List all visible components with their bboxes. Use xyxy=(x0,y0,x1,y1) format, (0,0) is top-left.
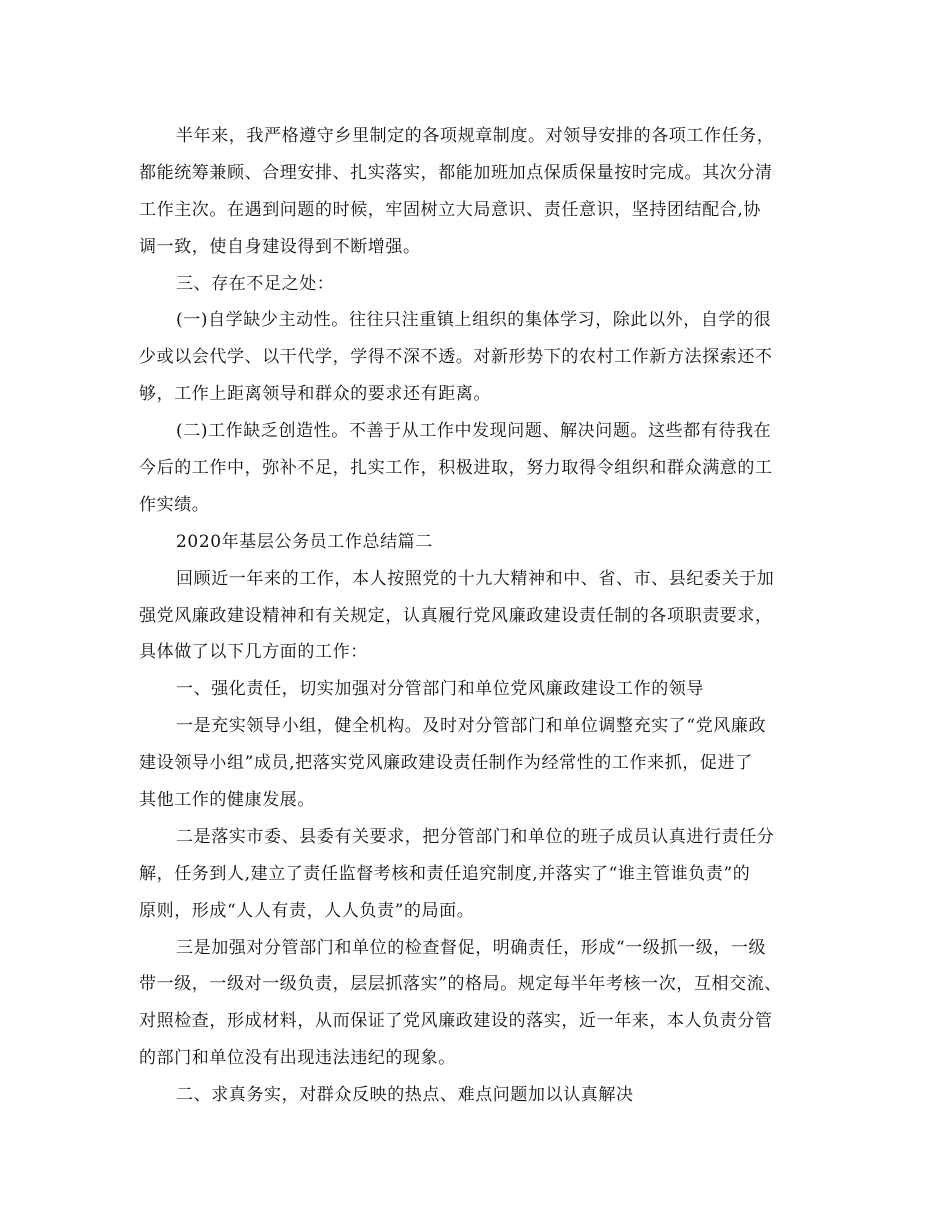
text-line: 够，工作上距离领导和群众的要求还有距离。 xyxy=(139,384,491,405)
text-line: 回顾近一年来的工作，本人按照党的十九大精神和中、省、市、县纪委关于加 xyxy=(176,568,775,589)
section-heading: 一、强化责任，切实加强对分管部门和单位党风廉政建设工作的领导 xyxy=(176,679,704,700)
text-line: 的部门和单位没有出现违法违纪的现象。 xyxy=(139,1048,456,1069)
text-line: (一)自学缺少主动性。往往只注重镇上组织的集体学习，除此以外，自学的很 xyxy=(176,310,772,331)
text-line: 其他工作的健康发展。 xyxy=(139,790,315,811)
text-line: 对照检查，形成材料，从而保证了党风廉政建设的落实，近一年来，本人负责分管 xyxy=(139,1011,773,1032)
text-line: 工作主次。在遇到问题的时候，牢固树立大局意识、责任意识，坚持团结配合,协 xyxy=(139,199,762,220)
text-line: 具体做了以下几方面的工作： xyxy=(139,642,368,663)
text-line: 少或以会代学、以干代学，学得不深不透。对新形势下的农村工作新方法探索还不 xyxy=(139,347,773,368)
text-line: 三是加强对分管部门和单位的检查督促，明确责任，形成“一级抓一级，一级 xyxy=(176,937,767,958)
section-heading: 二、求真务实，对群众反映的热点、难点问题加以认真解决 xyxy=(176,1085,634,1106)
article-title: 2020年基层公务员工作总结篇二 xyxy=(176,531,433,552)
section-heading: 三、存在不足之处： xyxy=(176,273,335,294)
text-line: 今后的工作中，弥补不足，扎实工作，积极进取，努力取得令组织和群众满意的工 xyxy=(139,458,773,479)
text-line: 半年来，我严格遵守乡里制定的各项规章制度。对领导安排的各项工作任务， xyxy=(176,126,775,146)
text-line: 都能统筹兼顾、合理安排、扎实落实，都能加班加点保质保量按时完成。其次分清 xyxy=(139,162,773,183)
text-line: 一是充实领导小组，健全机构。及时对分管部门和单位调整充实了“党风廉政 xyxy=(176,716,767,737)
text-line: 二是落实市委、县委有关要求，把分管部门和单位的班子成员认真进行责任分 xyxy=(176,826,775,847)
text-line: 调一致，使自身建设得到不断增强。 xyxy=(139,236,421,257)
text-line: 原则，形成“人人有责，人人负责”的局面。 xyxy=(139,900,475,921)
text-line: 建设领导小组”成员,把落实党风廉政建设责任制作为经常性的工作来抓，促进了 xyxy=(139,753,753,774)
text-line: (二)工作缺乏创造性。不善于从工作中发现问题、解决问题。这些都有待我在 xyxy=(176,421,772,442)
document-body xyxy=(139,118,829,1114)
text-line: 作实绩。 xyxy=(139,494,210,515)
text-line: 带一级，一级对一级负责，层层抓落实”的格局。规定每半年考核一次，互相交流、 xyxy=(139,974,782,995)
text-line: 解，任务到人,建立了责任监督考核和责任追究制度,并落实了“谁主管谁负责”的 xyxy=(139,863,751,884)
text-line: 强党风廉政建设精神和有关规定，认真履行党风廉政建设责任制的各项职责要求， xyxy=(139,605,773,626)
